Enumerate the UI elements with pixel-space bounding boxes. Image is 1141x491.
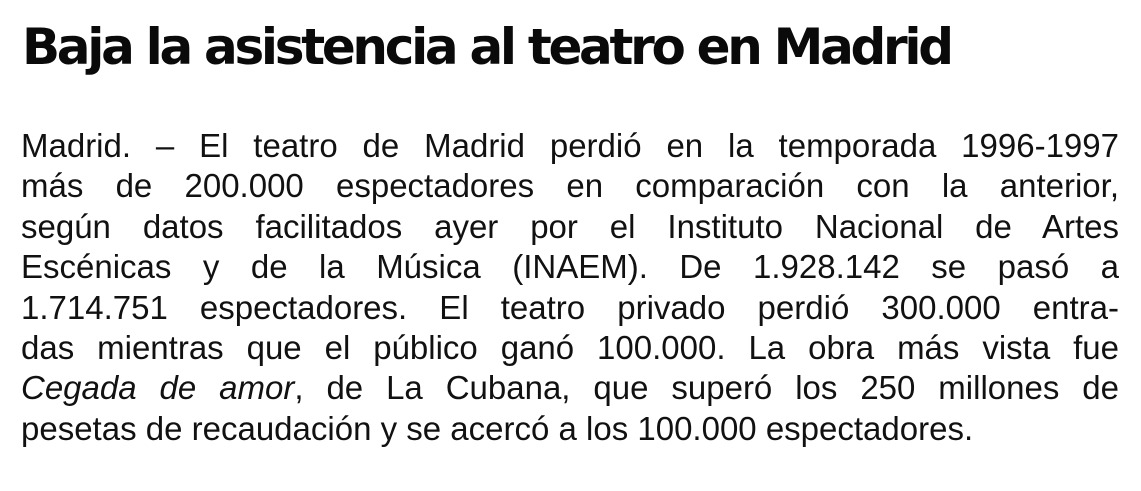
article-line-text: , de La Cubana, que superó los 250 millones de — [294, 369, 1119, 407]
article-line: das mientras que el público ganó 100.000. La obra más vista fue — [21, 328, 1119, 366]
play-title: Cegada de amor — [21, 369, 295, 407]
article-line — [21, 368, 1119, 408]
headline: Baja la asistencia al teatro en Madrid — [22, 18, 951, 76]
article-body — [21, 126, 1119, 449]
article-line: según datos facilitados ayer por el Instituto Nacional de Artes — [21, 207, 1119, 245]
article-line: Escénicas y de la Música (INAEM). De 1.928.142 se pasó a — [21, 248, 1119, 286]
article-line: pesetas de recaudación y se acercó a los 100.000 espectadores. — [21, 409, 974, 447]
article-line: Madrid. – El teatro de Madrid perdió en la temporada 1996-1997 — [21, 127, 1119, 164]
article-line: 1.714.751 espectadores. El teatro privado perdió 300.000 entra- — [21, 288, 1119, 326]
article-line: más de 200.000 espectadores en comparación con la anterior, — [21, 167, 1119, 205]
